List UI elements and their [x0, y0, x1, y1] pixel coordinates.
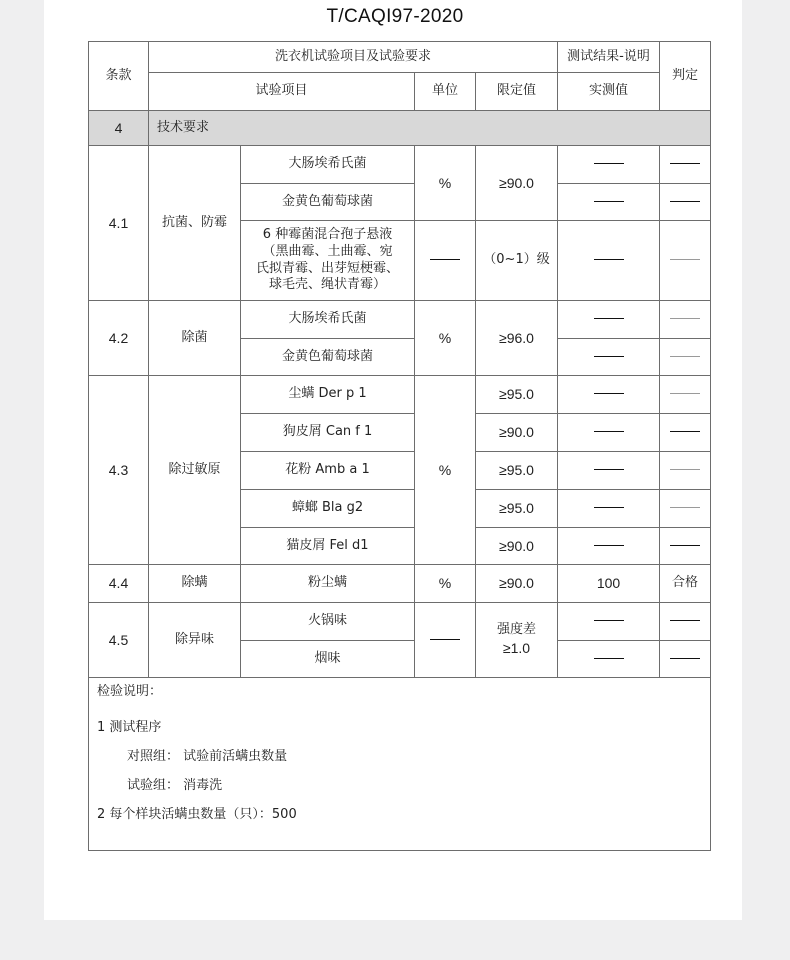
clause-category: 除螨	[149, 565, 241, 603]
unit-cell	[415, 221, 476, 301]
table-row	[89, 565, 711, 603]
test-item: 狗皮屑 Can f 1	[241, 414, 415, 452]
header-measured: 实测值	[558, 73, 660, 111]
test-item: 猫皮屑 Fel d1	[241, 528, 415, 565]
table-row	[89, 146, 711, 184]
measured-cell	[558, 376, 660, 414]
test-report-table	[88, 41, 711, 851]
limit-cell: ≥95.0	[476, 376, 558, 414]
limit-cell: ≥90.0	[476, 565, 558, 603]
measured-cell	[558, 528, 660, 565]
table-row	[89, 376, 711, 414]
document-code: T/CAQI97-2020	[326, 6, 464, 27]
dash-mark	[594, 507, 624, 508]
judgement-cell	[660, 376, 711, 414]
dash-mark	[670, 431, 700, 432]
header-row-1	[89, 42, 711, 73]
test-item: 粉尘螨	[241, 565, 415, 603]
header-clause: 条款	[89, 42, 149, 111]
dash-mark	[670, 356, 700, 357]
limit-cell: ≥96.0	[476, 301, 558, 376]
limit-cell: ≥90.0	[476, 528, 558, 565]
notes-row	[89, 678, 711, 851]
clause-number: 4.2	[89, 301, 149, 376]
measured-cell	[558, 603, 660, 641]
header-result-group: 测试结果-说明	[558, 42, 660, 73]
clause-category: 除过敏原	[149, 376, 241, 565]
dash-mark	[430, 259, 460, 260]
dash-mark	[594, 356, 624, 357]
dash-mark	[670, 658, 700, 659]
judgement-cell	[660, 452, 711, 490]
notes-title: 检验说明：	[97, 684, 163, 699]
test-item: 大肠埃希氏菌	[241, 301, 415, 339]
notes-line-3: 试验组： 消毒洗	[127, 778, 223, 793]
test-item: 尘螨 Der p 1	[241, 376, 415, 414]
clause-category: 除异味	[149, 603, 241, 678]
dash-mark	[594, 259, 624, 260]
measured-cell	[558, 641, 660, 678]
notes-line-1: 1 测试程序	[97, 720, 162, 735]
test-item: 6 种霉菌混合孢子悬液 （黑曲霉、土曲霉、宛 氏拟青霉、出芽短梗霉、 球毛壳、绳状青霉）	[241, 221, 415, 301]
dash-mark	[670, 507, 700, 508]
measured-cell	[558, 339, 660, 376]
notes-line-4: 2 每个样块活螨虫数量（只）：500	[97, 807, 297, 822]
measured-cell	[558, 146, 660, 184]
table-row	[89, 301, 711, 339]
judgement-cell	[660, 221, 711, 301]
clause-number: 4.5	[89, 603, 149, 678]
dash-mark	[594, 469, 624, 470]
measured-cell	[558, 414, 660, 452]
test-item: 火锅味	[241, 603, 415, 641]
judgement-cell	[660, 301, 711, 339]
dash-mark	[670, 620, 700, 621]
measured-cell	[558, 184, 660, 221]
test-item: 花粉 Amb a 1	[241, 452, 415, 490]
header-limit: 限定值	[476, 73, 558, 111]
dash-mark	[594, 318, 624, 319]
dash-mark	[670, 393, 700, 394]
measured-cell	[558, 490, 660, 528]
measured-cell	[558, 452, 660, 490]
unit-cell: %	[415, 376, 476, 565]
dash-mark	[594, 658, 624, 659]
dash-mark	[670, 545, 700, 546]
clause-category: 抗菌、防霉	[149, 146, 241, 301]
dash-mark	[670, 469, 700, 470]
limit-cell: ≥90.0	[476, 414, 558, 452]
unit-cell: %	[415, 301, 476, 376]
limit-cell: ≥90.0	[476, 146, 558, 221]
judgement-cell	[660, 339, 711, 376]
test-item: 蟑螂 Bla g2	[241, 490, 415, 528]
measured-cell: 100	[558, 565, 660, 603]
header-test-item: 试验项目	[149, 73, 415, 111]
limit-cell: ≥95.0	[476, 490, 558, 528]
test-item: 大肠埃希氏菌	[241, 146, 415, 184]
dash-mark	[670, 201, 700, 202]
section-title: 技术要求	[149, 111, 711, 146]
limit-cell: ≥95.0	[476, 452, 558, 490]
unit-cell	[415, 603, 476, 678]
header-judgement: 判定	[660, 42, 711, 111]
limit-cell	[476, 603, 558, 678]
limit-line-2: ≥1.0	[502, 640, 531, 657]
clause-number: 4.4	[89, 565, 149, 603]
judgement-cell	[660, 603, 711, 641]
dash-mark	[594, 163, 624, 164]
dash-mark	[670, 163, 700, 164]
dash-mark	[594, 201, 624, 202]
test-item: 烟味	[241, 641, 415, 678]
dash-mark	[594, 393, 624, 394]
test-item: 金黄色葡萄球菌	[241, 184, 415, 221]
notes-cell	[89, 678, 711, 851]
header-row-2	[89, 73, 711, 111]
table-row	[89, 603, 711, 641]
clause-number: 4.1	[89, 146, 149, 301]
dash-mark	[594, 620, 624, 621]
header-unit: 单位	[415, 73, 476, 111]
notes-line-2: 对照组： 试验前活螨虫数量	[127, 749, 288, 764]
clause-category: 除菌	[149, 301, 241, 376]
judgement-cell	[660, 641, 711, 678]
section-number: 4	[89, 111, 149, 146]
judgement-cell	[660, 184, 711, 221]
clause-number: 4.3	[89, 376, 149, 565]
measured-cell	[558, 221, 660, 301]
judgement-cell	[660, 146, 711, 184]
limit-line-1: 强度差	[497, 622, 537, 638]
section-row	[89, 111, 711, 146]
judgement-cell	[660, 414, 711, 452]
dash-mark	[594, 545, 624, 546]
limit-cell: （0~1）级	[476, 221, 558, 301]
judgement-cell	[660, 528, 711, 565]
dash-mark	[430, 639, 460, 640]
judgement-cell	[660, 490, 711, 528]
measured-cell	[558, 301, 660, 339]
unit-cell: %	[415, 146, 476, 221]
header-group-title: 洗衣机试验项目及试验要求	[149, 42, 558, 73]
judgement-cell: 合格	[660, 565, 711, 603]
test-item: 金黄色葡萄球菌	[241, 339, 415, 376]
unit-cell: %	[415, 565, 476, 603]
dash-mark	[670, 318, 700, 319]
dash-mark	[670, 259, 700, 260]
dash-mark	[594, 431, 624, 432]
